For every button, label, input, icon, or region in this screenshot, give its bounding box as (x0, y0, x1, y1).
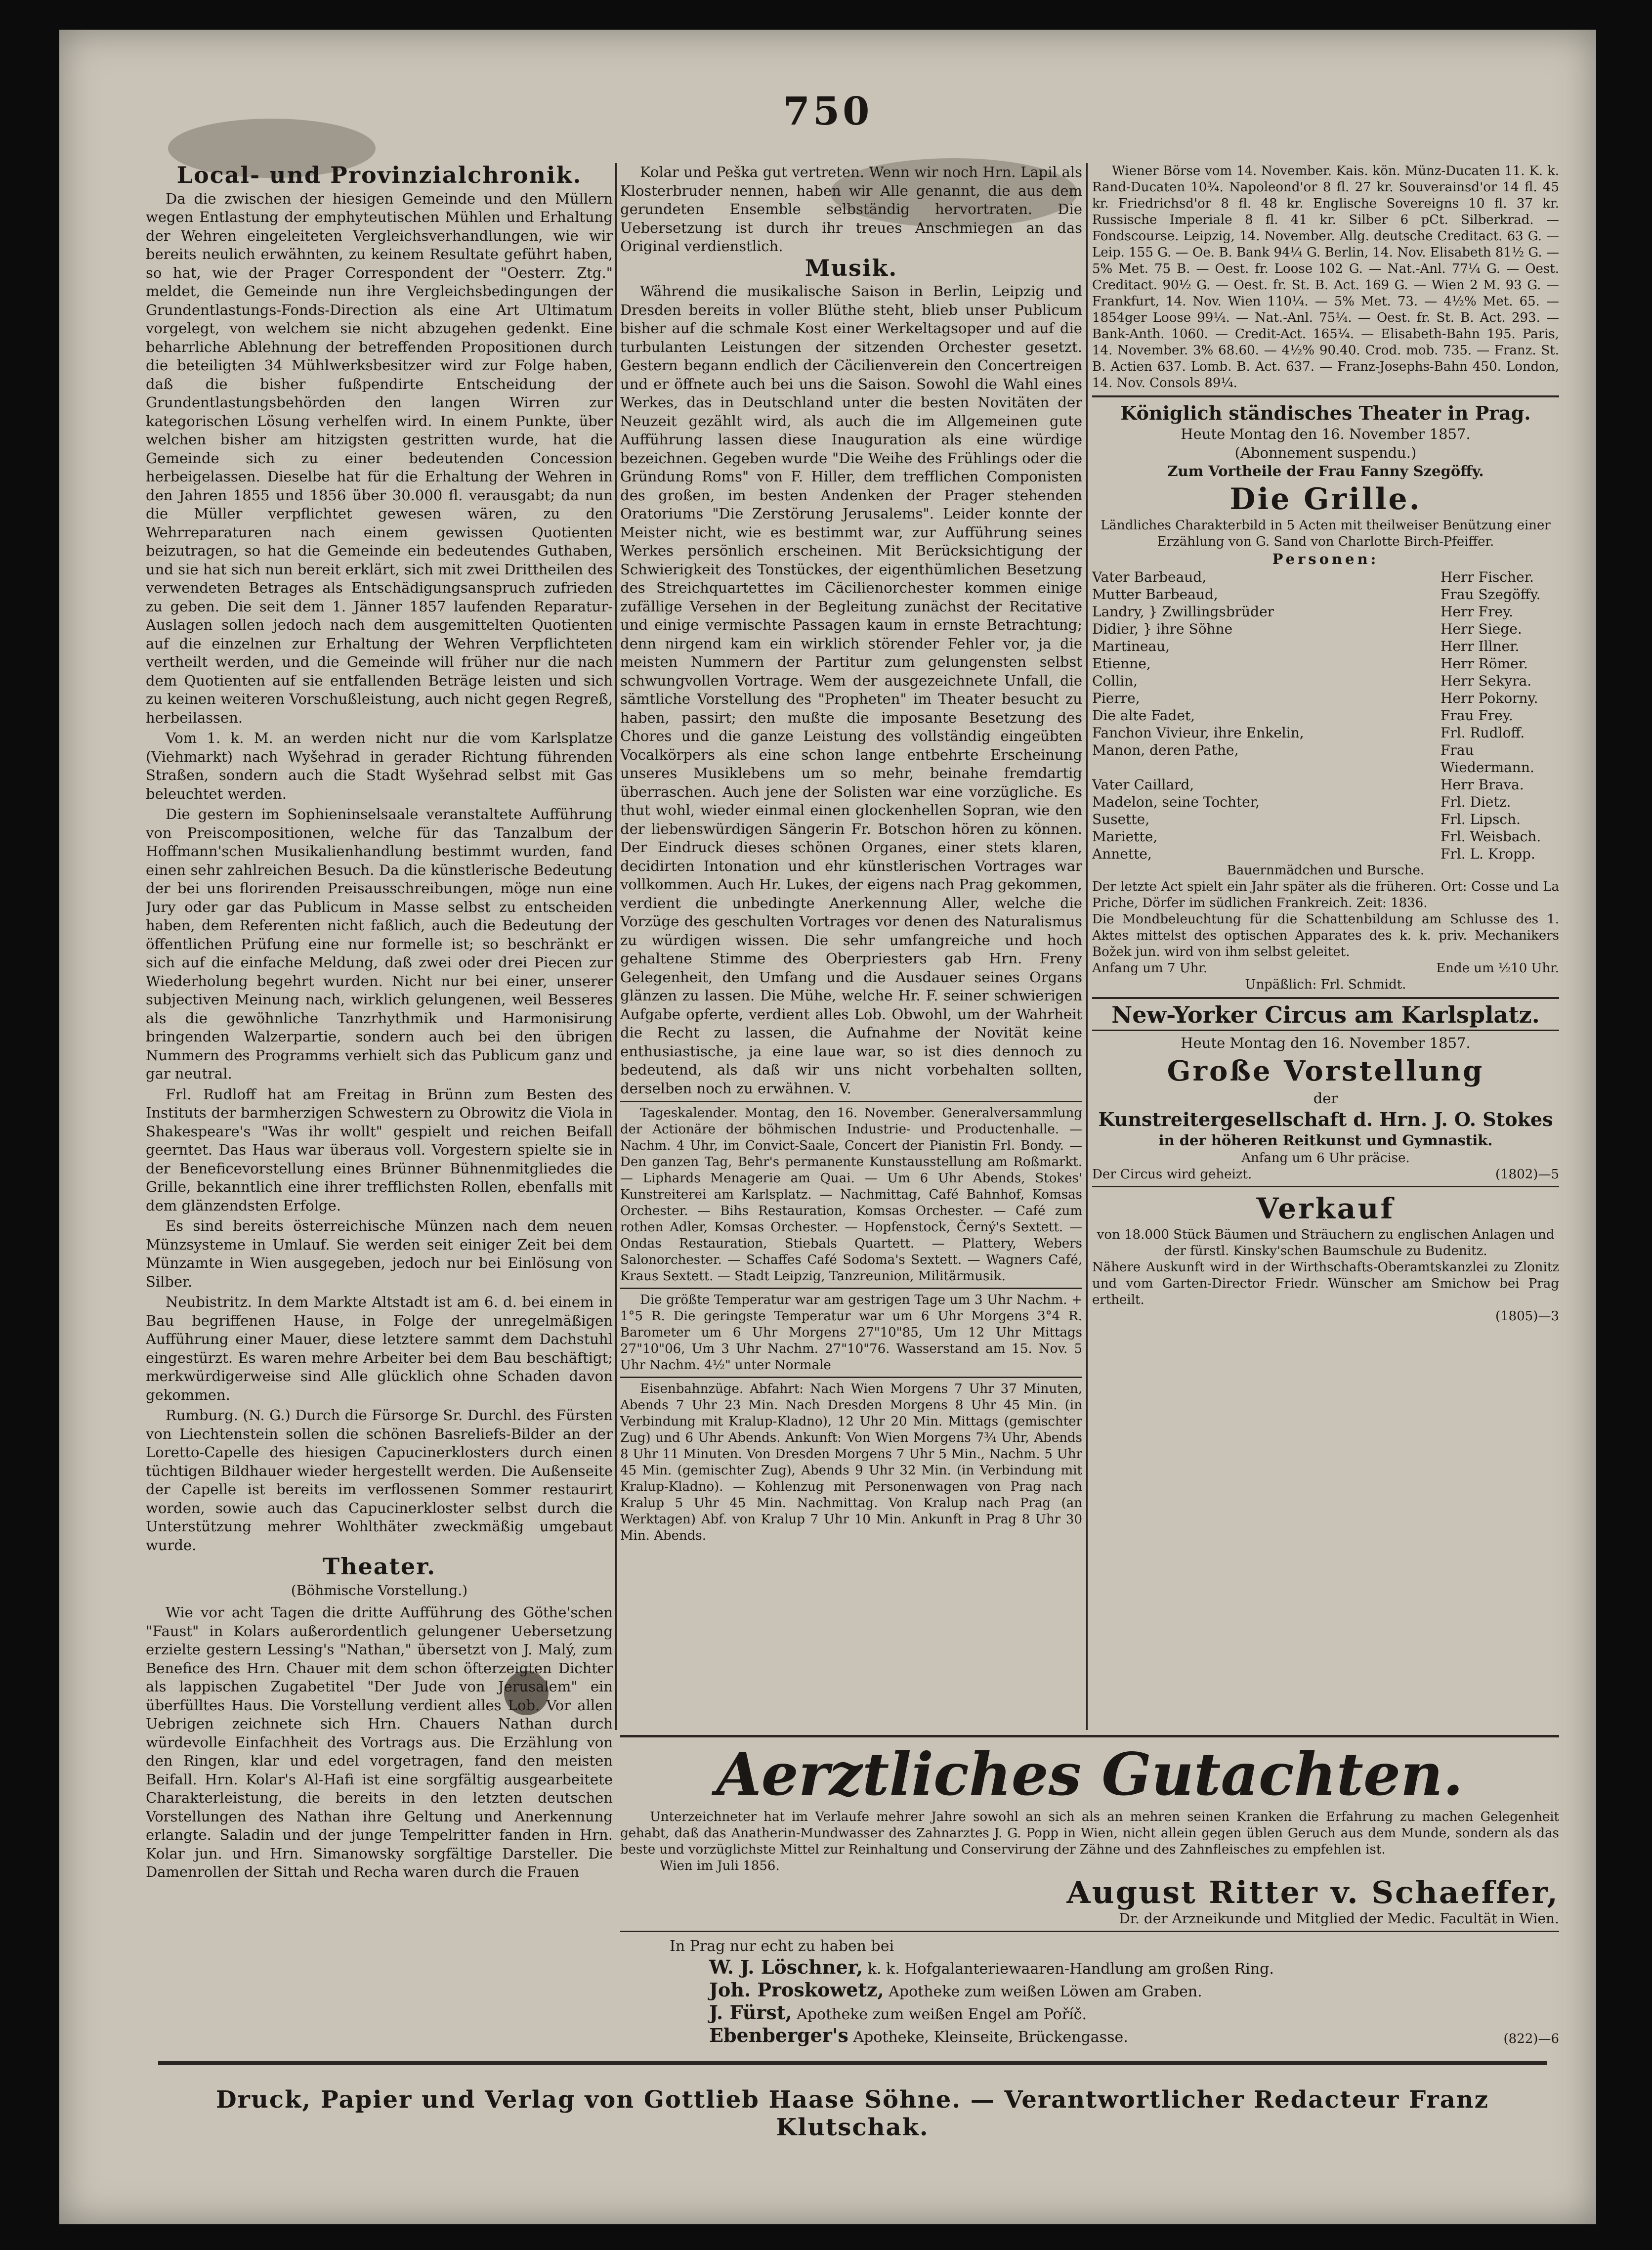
cast-actor: Frau Szegöffy. (1440, 586, 1541, 603)
play-notes: Der letzte Act spielt ein Jahr später als die früheren. Ort: Cosse und La Priche, Dörfer im südlichen Frankreich. Zeit: 1836. (1092, 879, 1559, 910)
local-paragraph: Frl. Rudloff hat am Freitag in Brünn zum Besten des Instituts der barmherzigen Schwestern zu Obrowitz die Viola in Shakespeare's "Was ihr wollt" gespielt und reichen Beifall geerntet. Das Haus war überaus voll. Vorgestern spielte sie in der Beneficevorstellung eines Brünner Bühnenmitgliedes die Grille, bekanntlich eine ihrer trefflichsten Rollen, ebenfalls mit dem glänzendsten Erfolge. (146, 1085, 613, 1214)
circus-company: Kunstreitergesellschaft d. Hrn. J. O. Stokes (1098, 1108, 1553, 1130)
cast-actor: Herr Fischer. (1440, 569, 1534, 585)
circus-subtitle: in der höheren Reitkunst und Gymnastik. (1158, 1132, 1493, 1149)
boerse-report: Wiener Börse vom 14. November. Kais. kön. Münz-Ducaten 11. K. k. Rand-Ducaten 10¾. Napoleond'or 8 fl. 27 kr. Souverainsd'or 14 fl. 45 kr. Friedrichsd'or 8 fl. 48 kr. Englische Sovereigns 10 fl. 37 kr. Russische Imperiale 8 fl. 41 kr. Silber 6 pCt. Silberkrad. — Fondscourse. Leipzig, 14. November. Allg. deutsche Creditact. 63 G. — Leip. 155 G. — Oe. B. Bank 94¼ G. Berlin, 14. Nov. Elisabeth 81½ G. — 5% Met. 75 B. — Oest. fr. Loose 102 G. — Nat.-Anl. 77¼ G. — Oest. Creditact. 90½ G. — Oest. fr. St. B. Act. 169 G. — Wien 2 M. 93 G. — Frankfurt, 14. Nov. Wien 110¼. — 5% Met. 73. — 4½% Met. 65. — 1854ger Loose 99¼. — Nat.-Anl. 75¼. — Oest. fr. St. B. Act. 293. — Bank-Anth. 1060. — Credit-Act. 165¼. — Elisabeth-Bahn 195. Paris, 14. November. 3% 68.60. — 4½% 90.40. Crod. mob. 735. — Franz. St. B. Actien 637. Lomb. B. Act. 637. — Franz-Josephs-Bahn 450. London, 14. Nov. Consols 89¼. (1092, 164, 1559, 390)
play-description: Ländliches Charakterbild in 5 Acten mit theilweiser Benützung einer Erzählung von G. Sand von Charlotte Birch-Pfeiffer. (1101, 518, 1551, 549)
theater-ad-date: Heute Montag den 16. November 1857. (1181, 426, 1471, 442)
seller-row (709, 1980, 1559, 2002)
gutachten-ad (620, 1740, 1559, 2047)
cast-role: Etienne, (1092, 655, 1151, 672)
column-local (146, 163, 613, 2091)
gutachten-text: Unterzeichneter hat im Verlaufe mehrer Jahre sowohl an sich als an mehren seinen Kranken die Erfahrung zu machen Gelegenheit gehabt, daß das Anatherin-Mundwasser des Zahnarztes J. G. Popp in Wien, nicht allein gegen üblen Geruch aus dem Munde, sondern als das beste und vorzüglichste Mittel zur Reinhaltung und Conservirung der Zähne und des Zahnfleisches zu empfehlen ist. (620, 1810, 1559, 1857)
seller-desc: Apotheke zum weißen Engel am Poříč. (797, 2006, 1087, 2023)
gutachten-ref: (822)—6 (1503, 2032, 1559, 2046)
eisenbahn-schedule: Eisenbahnzüge. Abfahrt: Nach Wien Morgens 7 Uhr 37 Minuten, Abends 7 Uhr 23 Min. Nach Dresden Morgens 8 Uhr 45 Min. (in Verbindung mit Kralup-Kladno), 12 Uhr 20 Min. Mittags (gemischter Zug) und 6 Uhr Abends. Ankunft: Von Wien Morgens 7¾ Uhr, Abends 8 Uhr 11 Minuten. Von Dresden Morgens 7 Uhr 5 Min., Nachm. 5 Uhr 45 Min. (gemischter Zug), Abends 9 Uhr 32 Min. (in Verbindung mit Kralup-Kladno). — Kohlenzug mit Personenwagen von Prag nach Kralup 5 Uhr 45 Min. Nachmittag. Von Kralup nach Prag (an Werktagen) Abf. von Kralup 7 Uhr 10 Min. Ankunft in Prag 8 Uhr 30 Min. Abends. (620, 1382, 1082, 1543)
section-rule (620, 1735, 1559, 1737)
cast-actor: Herr Sekyra. (1440, 673, 1532, 689)
theater-review-continued: Kolar und Peška gut vertreten. Wenn wir noch Hrn. Lapil als Klosterbruder nennen, haben wir Alle genannt, die aus dem gerundeten Ensemble selbständig hervortraten. Die Uebersetzung ist durch ihr treues Anschmiegen an das Original verdienstlich. (620, 164, 1082, 255)
cast-actor: Herr Frey. (1440, 604, 1514, 620)
seller-name: W. J. Löschner, (709, 1956, 863, 1978)
circus-start: Anfang um 6 Uhr präcise. (1241, 1150, 1410, 1166)
play-title: Die Grille. (1229, 481, 1422, 517)
section-rule (620, 1101, 1082, 1102)
section-rule (620, 1377, 1082, 1378)
circus-title: New-Yorker Circus am Karlsplatz. (1111, 1001, 1540, 1028)
cast-actor: Frl. Lipsch. (1440, 811, 1521, 827)
play-end: Ende um ½10 Uhr. (1436, 961, 1559, 976)
verkauf-title: Verkauf (1256, 1191, 1395, 1225)
circus-der: der (1313, 1089, 1338, 1107)
section-rule (1092, 395, 1559, 397)
seller-row (709, 2002, 1559, 2025)
seller-name: Joh. Proskowetz, (709, 1979, 884, 2001)
cast-role: Die alte Fadet, (1092, 707, 1195, 724)
gutachten-signer: August Ritter v. Schaeffer, (1066, 1874, 1559, 1910)
section-rule (620, 1931, 1559, 1932)
footer-rule (158, 2061, 1547, 2065)
theater-ad-benefit: Zum Vortheile der Frau Fanny Szegöffy. (1167, 463, 1484, 479)
circus-ref: (1802)—5 (1495, 1167, 1559, 1182)
circus-footer (1092, 1167, 1559, 1183)
column-ads (1092, 163, 1559, 1325)
seller-desc: Apotheke, Kleinseite, Brückengasse. (853, 2029, 1128, 2046)
cast-role: Vater Caillard, (1092, 777, 1194, 793)
tageskalender: Tageskalender. Montag, den 16. November. Generalversammlung der Actionäre der böhmischen Industrie- und Productenhalle. — Nachm. 4 Uhr, im Convict-Saale, Concert der Pianistin Frl. Bondy. — Den ganzen Tag, Behr's permanente Kunstausstellung am Roßmarkt. — Liphards Menagerie am Quai. — Um 6 Uhr Abends, Stokes' Kunstreiterei am Karlsplatz. — Nachmittag, Café Bahnhof, Komsas Orchester. — Bihs Restauration, Komsas Orchester. — Café zum rothen Adler, Komsas Orchester. — Hopfenstock, Černý's Sextett. — Ondas Restauration, Stiebals Quartett. — Plattery, Webers Salonorchester. — Schaffes Café Sodoma's Sextett. — Wagners Café, Kraus Sextett. — Stadt Leipzig, Tanzreunion, Militärmusik. (620, 1106, 1082, 1284)
seller-name: Ebenberger's (709, 2024, 848, 2046)
sellers-intro: In Prag nur echt zu haben bei (670, 1938, 894, 1955)
cast-role: Mariette, (1092, 828, 1158, 845)
cast-role: Vater Barbeaud, (1092, 569, 1207, 585)
play-unwell: Unpäßlich: Frl. Schmidt. (1245, 977, 1406, 992)
cast-role: Pierre, (1092, 690, 1140, 706)
circus-date: Heute Montag den 16. November 1857. (1181, 1035, 1471, 1051)
section-rule (1092, 1030, 1559, 1031)
gutachten-signer-title: Dr. der Arzneikunde und Mitglied der Medic. Facultät in Wien. (1119, 1910, 1559, 1927)
local-paragraph: Da die zwischen der hiesigen Gemeinde und den Müllern wegen Entlastung der emphyteutischen Mühlen und Erhaltung der Wehren eingeleiteten Vergleichsverhandlungen, wie wir bereits neulich erwähnten, zu keinem Resultate geführt haben, so hat, wie der Prager Correspondent der "Oesterr. Ztg." meldet, die Gemeinde nun ihre Vergleichsbedingungen der Grundentlastungs-Fonds-Direction als eine Art Ultimatum vorgelegt, von welchem sie nicht abzugehen gedenkt. Eine beharrliche Ablehnung der betreffenden Propositionen durch die beteiligten 34 Mühlwerksbesitzer wird zur Folge haben, daß die bisher fußpendirte Entscheidung der Grundentlastungsbehörden den langen Wirren zur kategorischen Lösung verhelfen wird. In einem Punkte, über welchen bisher am hitzigsten gestritten wurde, hat die Gemeinde sich zu einer bedeutenden Concession herbeigelassen. Dieselbe hat für die Erhaltung der Wehren in den Jahren 1855 und 1856 über 30.000 fl. verausgabt; da nun die Müller verpflichtet gewesen wären, zu den Wehrreparaturen nach einem gewissen Quotienten beizutragen, so hat die Gemeinde ein bedeutendes Guthaben, und sie hat sich nun bereit erklärt, sich mit zwei Drittheilen des verwendeten Betrages als Entschädigungsanspruch zufrieden zu geben. Die seit dem 1. Jänner 1857 laufenden Reparatur-Auslagen sollen jedoch nach dem ausgemittelten Quotienten auf die einzelnen zur Erhaltung der Wehren Verpflichteten vertheilt werden, und die Gemeinde will früher nur die nach dem Quotienten auf sie entfallenden Beträge leisten und sich zu keinen weiteren Vorschußleistung, auch nicht gegen Regreß, herbeilassen. (146, 190, 613, 726)
cast-role: Didier, } ihre Söhne (1092, 621, 1233, 637)
cast-role: Fanchon Vivieur, ihre Enkelin, (1092, 725, 1304, 741)
section-rule (620, 1288, 1082, 1289)
column-musik (620, 163, 1082, 1546)
cast-actor: Herr Siege. (1440, 621, 1522, 637)
cast-role: Mutter Barbeaud, (1092, 586, 1218, 603)
local-paragraph: Neubistritz. In dem Markte Altstadt ist am 6. d. bei einem in Bau begriffenen Hause, in Folge der unregelmäßigen Aufführung einer Mauer, diese letztere sammt dem Dachstuhl eingestürzt. Es waren mehre Arbeiter bei dem Bau beschäftigt; merkwürdigerweise sind Alle glücklich ohne Schaden davon gekommen. (146, 1294, 613, 1403)
temperatur-report: Die größte Temperatur war am gestrigen Tage um 3 Uhr Nachm. + 1°5 R. Die geringste Temperatur war um 6 Uhr Morgens 3°4 R. Barometer um 6 Uhr Morgens 27"10"85, Um 12 Uhr Mittags 27"10"06, Um 3 Uhr Nachm. 27"10"76. Wasserstand am 15. Nov. 5 Uhr Nachm. 4½" unter Normale (620, 1293, 1082, 1373)
local-paragraph: Vom 1. k. M. an werden nicht nur die vom Karlsplatze (Viehmarkt) nach Wyšehrad in gerader Richtung führenden Straßen, sondern auch die Stadt Wyšehrad selbst mit Gas beleuchtet werden. (146, 730, 613, 802)
theater-review-text: Wie vor acht Tagen die dritte Aufführung des Göthe'schen "Faust" in Kolars außerordentlich gelungener Uebersetzung erzielte gestern Lessing's "Nathan," übersetzt von J. Malý, zum Benefice des Hrn. Chauer mit dem schon öfterzeigten Dichter als lappischen Zugabetitel "Der Jude von Jerusalem" ein überfülltes Haus. Die Vorstellung verdient alles Lob. Vor allen Uebrigen zeichnete sich Hrn. Chauers Nathan durch würdevolle Einfachheit des Vortrags aus. Die Erzählung von den Ringen, klar und edel vorgetragen, fand den meisten Beifall. Hrn. Kolar's Al-Hafi ist eine sorgfältig ausgearbeitete Charakterleistung, die bereits in den letzten deutschen Vorstellungen des Nathan ihre Geltung und Anerkennung erlangte. Saladin und der junge Tempelritter fanden in Hrn. Kolar jun. und Hrn. Simanowsky sorgfältige Darsteller. Die Damenrollen der Sittah und Recha waren durch die Frauen (146, 1604, 613, 1880)
seller-row (709, 1957, 1559, 1980)
cast-role: Collin, (1092, 673, 1138, 689)
cast-actor: Herr Illner. (1440, 638, 1520, 654)
cast-actor: Frl. L. Kropp. (1440, 846, 1535, 862)
cast-actor: Herr Römer. (1440, 655, 1528, 672)
cast-actor: Frau Wiedermann. (1440, 742, 1534, 776)
gutachten-title: Aerztliches Gutachten. (716, 1740, 1463, 1809)
play-moon-note: Die Mondbeleuchtung für die Schattenbildung am Schlusse des 1. Aktes mittelst des optischen Apparates des k. k. priv. Mechanikers Božek jun. wird von ihm selbst geleitet. (1092, 912, 1559, 959)
section-rule (1092, 997, 1559, 999)
circus-big: Große Vorstellung (1167, 1054, 1484, 1087)
theater-ad-abonnement: (Abonnement suspendu.) (1234, 444, 1417, 461)
seller-desc: k. k. Hofgalanteriewaaren-Handlung am großen Ring. (867, 1960, 1274, 1978)
cast-actor: Frl. Dietz. (1440, 794, 1511, 810)
seller-name: J. Fürst, (709, 2001, 792, 2024)
seller-desc: Apotheke zum weißen Löwen am Graben. (889, 1983, 1202, 2000)
musik-text: Während die musikalische Saison in Berlin, Leipzig und Dresden bereits in voller Blüthe steht, blieb unser Publicum bisher auf die schmale Kost einer Werkeltagsoper und auf die turbulanten Leistungen der sitzenden Orchester gesetzt. Gestern begann endlich der Cäcilienverein den Concertreigen und er öffnete auch bei uns die Saison. Sowohl die Wahl eines Werkes, das in Deutschland unter die besten Novitäten der Neuzeit gezählt wird, als auch die im Allgemeinen gute Aufführung lassen diese Inauguration als eine würdige bezeichnen. Gegeben wurde "Die Weihe des Frühlings oder die Gründung Roms" von F. Hiller, dem trefflichen Componisten des großen, im besten Andenken der Prager stehenden Oratoriums "Die Zerstörung Jerusalems". Leider konnte der Meister nicht, wie es bestimmt war, zur Aufführung seines Werkes persönlich erscheinen. Mit Berücksichtigung der Schwierigkeit des Tonstückes, der eigenthümlichen Besetzung des Streichquartettes im Cäcilienorchester kommen einige zufällige Versehen in der Begleitung zunächst der Recitative und einige vermischte Passagen kaum in ernste Betrachtung; denn nirgend kam ein wirklich störender Fehler vor, ja die meisten Nummern der Partitur zum gelungensten selbst schwungvollen Vortrage. Wem der ausgezeichnete Unfall, die sämtliche Vorstellung des "Propheten" im Theater besucht zu haben, passirt; den mußte die imposante Besetzung des Chores und die ganze Leistung des vollständig eingeübten Vocalkörpers als eine schon lange entbehrte Erscheinung unseres Musiklebens um so mehr, beinahe fremdartig überraschen. Auch jene der Solisten war eine vorzügliche. Es thut wohl, wieder einmal einen glockenhellen Sopran, wie den der liebenswürdigen Sängerin Fr. Botschon hören zu können. Der Eindruck dieses schönen Organes, einer stets klaren, decidirten Intonation und ehr künstlerischen Vortrages war vollkommen. Auch Hr. Lukes, der eigens nach Prag gekommen, verdient die unbedingte Anerkennung Aller, welche die Vorzüge des geschulten Vortrages vor denen des Naturalismus zu würdigen wissen. Die sehr umfangreiche und hoch gehaltene Stimme des Oberpriesters gab Hrn. Freny Gelegenheit, den Umfang und die Ausdauer seines Organs glänzen zu lassen. Die Mühe, welche Hr. F. seiner schwierigen Aufgabe opferte, verdient alles Lob. Obwohl, um der Wahrheit die Recht zu lassen, die Aufnahme der Novität keine enthusiastische, ja eine laue war, so ist dies dennoch zu bedeutend, als daß wir uns nicht vorbehalten sollten, derselben noch zu erwähnen. V. (620, 283, 1082, 1097)
gutachten-place-date: Wien im Juli 1856. (660, 1859, 780, 1873)
column-rule (615, 163, 617, 1730)
cast-actor: Frl. Weisbach. (1440, 828, 1541, 845)
local-paragraph: Die gestern im Sophieninselsaale veranstaltete Aufführung von Preiscompositionen, welche für das Tanzalbum der Hoffmann'schen Musikalienhandlung bestimmt wurden, fand einen sehr zahlreichen Besuch. Da die künstlerische Bedeutung der bei uns florirenden Preisausschreibungen, möge nun eine Jury oder gar das Publicum in Masse selbst zu entscheiden haben, dem Referenten nicht faßlich, auch die Bedeutung der öffentlichen Prüfung eine nur formelle ist; so beschränkt er sich auf die einfache Meldung, daß zwei oder drei Piecen zur Wiederholung begehrt wurden. Nicht nur bei einer, unserer subjectiven Meinung nach, wirklich gelungenen, weil Besseres als die gewöhnliche Tanzrhythmik und Harmonisirung bringenden Walzerpartie, sondern auch bei den übrigen Nummern des Programms verhielt sich das Publicum ganz und gar neutral. (146, 806, 613, 1082)
newspaper-page (59, 30, 1596, 2224)
verkauf-ref: (1805)—3 (1495, 1308, 1559, 1324)
theater-review-title: Theater. (322, 1553, 436, 1580)
cast-role: Annette, (1092, 846, 1152, 862)
play-times (1092, 960, 1559, 977)
play-start: Anfang um 7 Uhr. (1092, 961, 1208, 976)
local-paragraph: Rumburg. (N. G.) Durch die Fürsorge Sr. Durchl. des Fürsten von Liechtenstein sollen die schönen Basreliefs-Bilder an der Loretto-Capelle des hiesigen Capucinerklosters durch einen tüchtigen Bildhauer wieder hergestellt werden. Die Außenseite der Capelle ist bereits im verflossenen Sommer restaurirt worden, sowie auch das Capucinerkloster selbst durch die Unterstützung mehrer Wohlthäter zweckmäßig umgebaut wurde. (146, 1407, 613, 1554)
page-number: 750 (783, 89, 873, 134)
imprint-footer: Druck, Papier und Verlag von Gottlieb Haase Söhne. — Verantwortlicher Redacteur Franz Klutschak. (216, 2086, 1489, 2141)
cast-actor: Herr Brava. (1440, 777, 1524, 793)
cast-actor: Frl. Rudloff. (1440, 725, 1525, 741)
section-rule (1092, 1186, 1559, 1187)
cast-list (1092, 568, 1559, 863)
cast-role: Landry, } Zwillingsbrüder (1092, 604, 1274, 620)
verkauf-text: von 18.000 Stück Bäumen und Sträuchern zu englischen Anlagen und der fürstl. Kinsky'schen Baumschule zu Budenitz. (1097, 1227, 1555, 1258)
local-chronicle-title: Local- und Provinzialchronik. (176, 163, 582, 188)
cast-role: Martineau, (1092, 638, 1170, 654)
musik-title: Musik. (805, 254, 898, 281)
cast-actor: Herr Pokorny. (1440, 690, 1538, 706)
theater-ad-title: Königlich ständisches Theater in Prag. (1120, 402, 1531, 424)
personen-label: Personen: (1272, 550, 1379, 567)
column-rule (1086, 163, 1088, 1730)
cast-actor: Frau Frey. (1440, 707, 1513, 724)
cast-role: Madelon, seine Tochter, (1092, 794, 1260, 810)
circus-note: Der Circus wird geheizt. (1092, 1167, 1252, 1182)
theater-review-subtitle: (Böhmische Vorstellung.) (291, 1582, 468, 1599)
cast-role: Susette, (1092, 811, 1150, 827)
cast-role: Manon, deren Pathe, (1092, 742, 1239, 758)
verkauf-text2: Nähere Auskunft wird in der Wirthschafts-Oberamtskanzlei zu Zlonitz und vom Garten-Director Friedr. Wünscher am Smichow bei Prag ertheilt. (1092, 1259, 1559, 1307)
local-paragraph: Es sind bereits österreichische Münzen nach dem neuen Münzsysteme in Umlauf. Sie werden seit einiger Zeit bei dem Münzamte in Wien ausgegeben, jedoch nur bei Einlösung von Silber. (146, 1217, 613, 1290)
cast-extras: Bauernmädchen und Bursche. (1227, 863, 1425, 878)
